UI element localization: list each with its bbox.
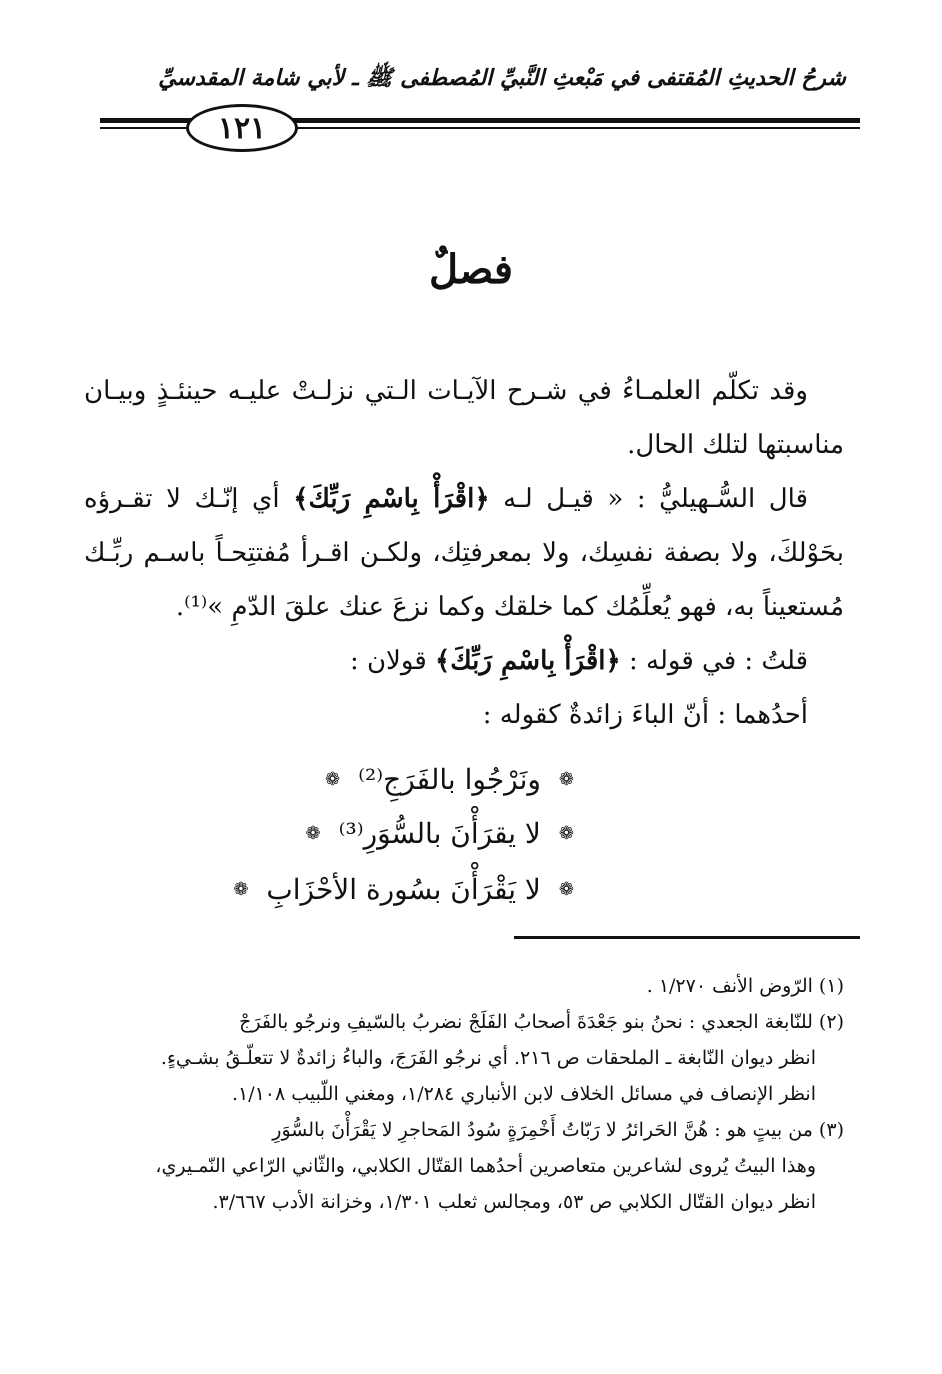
verse-text: ونَرْجُوا بالفَرَجِ⁽²⁾ [358,763,541,796]
footnote-3-line: وهذا البيتُ يُروى لشاعرين متعاصرين أحدُهما القتّال الكلابي، والثّاني الرّاعي النّمـيري، [155,1155,816,1177]
flower-ornament-icon: ❁ [558,823,574,844]
paragraph-2 [84,472,844,634]
flower-ornament-icon: ❁ [233,879,249,900]
paragraph-3-prefix: قلتُ : في قوله : [629,646,808,676]
flower-ornament-icon: ❁ [305,823,321,844]
page-number-badge [186,104,298,152]
verse-line [305,814,574,854]
verse-text: لا يقرَأْنَ بالسُّوَرِ⁽³⁾ [338,817,541,850]
paragraph-3 [84,634,844,688]
verse-line [233,870,574,910]
paragraph-2-rest: أي إنّـك لا تقـرؤه بحَوْلكَ، ولا بصفة نفسِك، ولا بمعرفتِك، ولكـن اقـرأ مُفتتِحـاً باسـم ربِّـك مُستعيناً به، فهو يُعلِّمُك كما خلقك وكما نزعَ عنك علقَ الدّمِ »⁽¹⁾. [84,484,844,622]
paragraph-1: وقد تكلّم العلمـاءُ في شـرح الآيـات الـتي نزلـتْ عليـه حينئـذٍ وبيـان مناسبتها لتلك الحال. [84,376,844,460]
footnote-2: (٢) للنّابغة الجعدي : نحنُ بنو جَعْدَةَ أصحابُ الفَلَجْ نضربُ بالسّيفِ ونرجُو بالفَرَجْ [239,1011,844,1033]
flower-ornament-icon: ❁ [325,769,341,790]
footnotes [84,968,844,1220]
quran-quote: ﴿اقْرَأْ بِاسْمِ رَبِّكَ﴾ [435,646,621,676]
paragraph-2-prefix: قال السُّـهيليُّ : « قيـل لـه [503,484,809,514]
footnote-2-line: انظر ديوان النّابغة ـ الملحقات ص ٢١٦. أي نرجُو الفَرَجَ، والباءُ زائدةٌ لا تتعلّـقُ بشـيءٍ. [160,1047,816,1069]
quran-quote: ﴿اقْرَأْ بِاسْمِ رَبِّكَ﴾ [293,484,490,514]
section-heading: فصلٌ [428,246,514,293]
verse-line [325,760,574,800]
footnote-3: (٣) من بيتٍ هو : هُنَّ الحَرائرُ لا رَبّاتُ أَخْمِرَةٍ سُودُ المَحاجرِ لا يَقْرَأْنَ بالسُّوَرِ [272,1119,844,1141]
flower-ornament-icon: ❁ [558,769,574,790]
page-number: ١٢١ [217,110,267,146]
footnote-1: (١) الرّوض الأنف ١/٢٧٠ . [646,975,844,997]
verse-text: لا يَقْرَأْنَ بسُورة الأحْزَابِ [266,873,541,906]
footnote-2-line: انظر الإنصاف في مسائل الخلاف لابن الأنباري ١/٢٨٤، ومغني اللّبيب ١/١٠٨. [231,1083,816,1105]
paragraph-3-rest: قولان : [349,646,427,676]
footnote-3-line: انظر ديوان القتّال الكلابي ص ٥٣، ومجالس ثعلب ١/٣٠١، وخزانة الأدب ٣/٦٦٧. [212,1191,816,1213]
main-text [84,364,844,742]
running-header-title: شرحُ الحديثِ المُقتفى في مَبْعثِ النَّبيِّ المُصطفى ﷺ ـ لأبي شامة المقدسيِّ [158,65,846,91]
paragraph-4: أحدُهما : أنّ الباءَ زائدةٌ كقوله : [482,700,808,730]
footnote-separator [514,936,860,939]
flower-ornament-icon: ❁ [558,879,574,900]
